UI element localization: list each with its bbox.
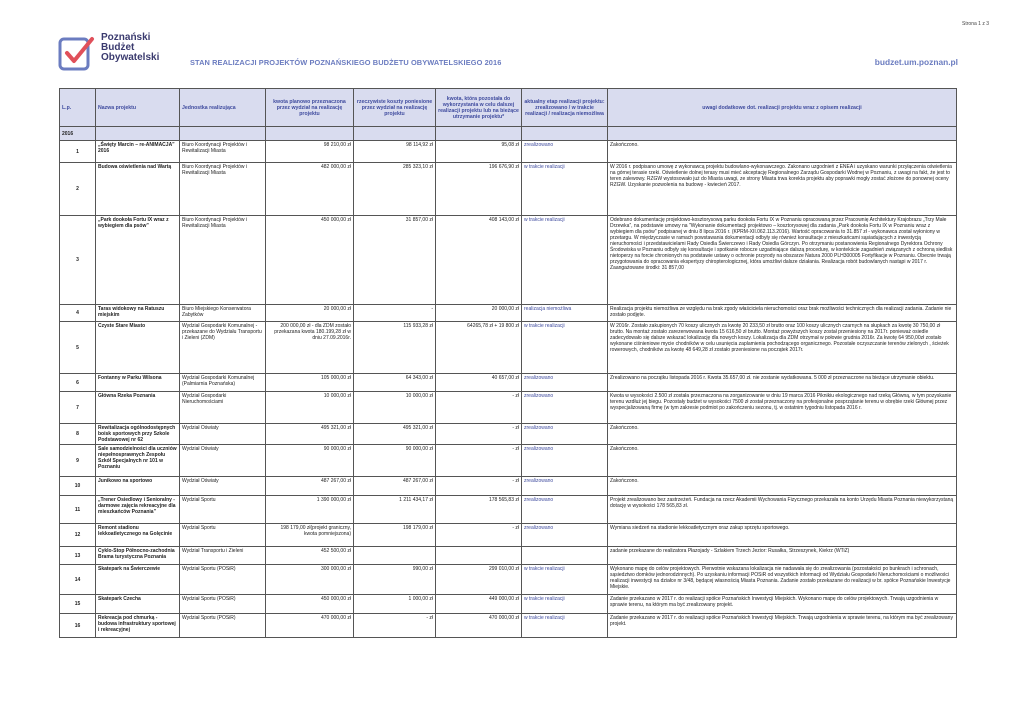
actual-cost: 115 933,28 zł [354,322,436,374]
notes: Zakończono. [608,141,957,163]
row-number: 1 [60,141,96,163]
implementing-unit: Wydział Oświaty [180,445,266,477]
project-name: Budowa oświetlenia nad Wartą [96,163,180,216]
notes: Zakończono. [608,477,957,496]
header-lp: L.p. [60,89,96,127]
planned-amount: 10 000,00 zł [266,392,354,424]
actual-cost: 285 323,10 zł [354,163,436,216]
header-unit: Jednostka realizująca [180,89,266,127]
planned-amount: 482 000,00 zł [266,163,354,216]
implementing-unit: Wydział Sportu [180,496,266,524]
table-row [60,477,957,496]
row-number: 7 [60,392,96,424]
stage-status: zrealizowano [522,496,608,524]
logo [58,33,168,79]
table-row [60,305,957,322]
header-name: Nazwa projektu [96,89,180,127]
project-name: „Trener Osiedlowy i Senioralny - darmowe zajęcia rekreacyjne dla mieszkańców Poznania” [96,496,180,524]
notes: Odebrano dokumentację projektowo-kosztorysową parku dookoła Fortu IX w Poznaniu opracowaną przez Pracownię Architektury Krajobrazu „Trzy Małe Drzewka”, na podstawie umowy na "Wykonanie dokumentacji projektowo – kosztorysowej dla zadania „Park dookoła Fortu IX w Poznaniu wraz z wybiegiem dla psów" podpisanej w dniu 8 lipca 2016 r. (KPRM-XII.062.113.2016). Wartość opracowania to 31.857 zł - wykonawca został wyłoniony w przetargu. W międzyczasie w ramach powstawania dokumentacji odbyły się również konsultacje z mieszkańcami sąsiadujących z inwestycją nieruchomości i przedstawicielami Rady Osiedla Świerczewo i Rady Osiedla Górczyn. Po otrzymaniu postanowienia Regionalnego Dyrektora Ochrony Środowiska w Poznaniu odbyły się konsultacje i spotkanie robocze uzgadniające dalszą procedurę, w kontekście zagadnień związanych z ochroną siedlisk nietoperzy na forcie chronionych na podstawie ustawy o ochronie przyrody na obszarze Natura 2000 PLH300005 Fortyfikacje w Poznaniu. Obecnie trwają przygotowania do opracowania ekspertyzy chiropterologicznej, która umożliwi dalsze działania. Realizacja robót budowlanych nastąpi w 2017 r. Zaangażowane środki: 31 857,00 [608,216,957,305]
header-actual: rzeczywiste koszty poniesione przez wydział na realizację projektu [354,89,436,127]
remaining-amount: - zł [436,524,522,547]
table-row [60,424,957,445]
notes: Zrealizowano na początku listopada 2016 r. Kwota 35.657,00 zł. nie zostanie wydatkowana. 5 000 zł przeznaczone na bieżące utrzymanie obiektu. [608,374,957,392]
actual-cost: 487 267,00 zł [354,477,436,496]
row-number: 14 [60,565,96,595]
notes: Zakończono. [608,424,957,445]
actual-cost: 495 321,00 zł [354,424,436,445]
table-row [60,392,957,424]
implementing-unit: Wydział Gospodarki Komunalnej (Palmiarnia Poznańska) [180,374,266,392]
actual-cost [354,547,436,565]
row-number: 8 [60,424,96,445]
notes: Zadanie przekazano w 2017 r. do realizacji spółce Poznańskich Inwestycji Miejskich. Wykonano mapę do celów projektowych. Trwają uzgodnienia w sprawie terenu, na którym ma być zrealizowany projekt. [608,595,957,614]
stage-status: zrealizowano [522,424,608,445]
notes: Zakończono. [608,445,957,477]
stage-status: zrealizowano [522,445,608,477]
logo-line-2: Budżet [101,42,135,53]
row-number: 5 [60,322,96,374]
remaining-amount: 408 143,00 zł [436,216,522,305]
notes: Realizacja projektu niemożliwa ze względu na brak zgody właściciela nieruchomości oraz brak możliwości technicznych dla realizacji zadania. Zadanie nie zostało podjęte. [608,305,957,322]
implementing-unit: Biuro Miejskiego Konserwatora Zabytków [180,305,266,322]
notes: Kwota w wysokości 2.500 zł została przeznaczona na zorganizowanie w dniu 19 marca 2016 Piknikiu ekologicznego nad rzeką Główną, w tym pozyskanie terenu wzdłuż jej biegu. Pozostały budżet w wysokości 7500 zł został przeznaczony na profesjonalne posprzątanie terenu w obrębie rzeki Głównej przez wyspecjalizowaną firmę (w tym zakresie podmiot po zakończeniu sezonu, tj. w ostatnim tygodniu listopada 2016 r. [608,392,957,424]
planned-amount: 1 390 000,00 zł [266,496,354,524]
row-number: 12 [60,524,96,547]
row-number: 11 [60,496,96,524]
project-name: Remont stadionu lekkoatletycznego na Golęcinie [96,524,180,547]
table-row [60,163,957,216]
project-name: Skatepark Czecha [96,595,180,614]
table-row [60,445,957,477]
remaining-amount: - zł [436,424,522,445]
planned-amount: 300 000,00 zł [266,565,354,595]
year-row [60,127,957,141]
remaining-amount [436,547,522,565]
implementing-unit: Wydział Gospodarki Nieruchomościami [180,392,266,424]
row-number: 16 [60,614,96,638]
stage-status: w trakcie realizacji [522,322,608,374]
planned-amount: 495 321,00 zł [266,424,354,445]
planned-amount: 98 210,00 zł [266,141,354,163]
actual-cost: 90 000,00 zł [354,445,436,477]
stage-status: w trakcie realizacji [522,595,608,614]
actual-cost: - zł [354,614,436,638]
header-stage: aktualny etap realizacji projektu: zrealizowano / w trakcie realizacji / realizacja niemożliwa [522,89,608,127]
project-name: „Święty Marcin – re-ANIMACJA” 2016 [96,141,180,163]
table-row [60,595,957,614]
row-number: 3 [60,216,96,305]
actual-cost: 198 179,00 zł [354,524,436,547]
actual-cost: 64 343,00 zł [354,374,436,392]
table-row [60,322,957,374]
implementing-unit: Wydział Sportu [180,524,266,547]
planned-amount: 105 000,00 zł [266,374,354,392]
planned-amount: 470 000,00 zł [266,614,354,638]
stage-status: zrealizowano [522,524,608,547]
remaining-amount: 40 657,00 zł [436,374,522,392]
actual-cost: 31 857,00 zł [354,216,436,305]
planned-amount: 450 000,00 zł [266,595,354,614]
planned-amount: 450 000,00 zł [266,216,354,305]
logo-check-icon [58,35,96,73]
actual-cost: - [354,305,436,322]
header-notes: uwagi dodatkowe dot. realizacji projektu wraz z opisem realizacji [608,89,957,127]
table-row [60,216,957,305]
document-title: STAN REALIZACJI PROJEKTÓW POZNAŃSKIEGO BUDŻETU OBYWATELSKIEGO 2016 [190,58,502,67]
notes: Projekt zrealizowano bez zastrzeżeń. Fundacja na rzecz Akademii Wychowania Fizycznego przekazała na konto Urzędu Miasta Poznania niewykorzystaną dotację w wysokości 178 565,83 zł. [608,496,957,524]
notes: Wymiana siedzeń na stadionie lekkoatletycznym oraz zakup sprzętu sportowego. [608,524,957,547]
remaining-amount: 64265,78 zł + 19 800 zł [436,322,522,374]
remaining-amount: 470 000,00 zł [436,614,522,638]
row-number: 2 [60,163,96,216]
project-name: Rekreacja pod chmurką - budowa infrastruktury sportowej i rekreacyjnej [96,614,180,638]
planned-amount: 487 267,00 zł [266,477,354,496]
row-number: 13 [60,547,96,565]
table-row [60,524,957,547]
stage-status: w trakcie realizacji [522,163,608,216]
implementing-unit: Wydział Gospodarki Komunalnej - przekazane do Wydziału Transportu i Zieleni (ZDM) [180,322,266,374]
stage-status: w trakcie realizacji [522,614,608,638]
stage-status: w trakcie realizacji [522,216,608,305]
planned-amount: 452 500,00 zł [266,547,354,565]
remaining-amount: - zł [436,477,522,496]
stage-status: w trakcie realizacji [522,565,608,595]
stage-status: zrealizowano [522,141,608,163]
project-name: Rewitalizacja ogólnodostępnych boisk sportowych przy Szkole Podstawowej nr 62 [96,424,180,445]
implementing-unit: Wydział Oświaty [180,477,266,496]
planned-amount: 198 179,00 zł(projekt graniczny, kwota pomniejszona) [266,524,354,547]
notes: zadanie przekazane do realizatora Płazojady - Szlakiem Trzech Jezior: Rusałka, Strzeszynek, Kiekrz (WTiZ) [608,547,957,565]
remaining-amount: 95,08 zł [436,141,522,163]
website-link[interactable]: budzet.um.poznan.pl [874,57,958,67]
stage-status: zrealizowano [522,374,608,392]
table-row [60,141,957,163]
remaining-amount: - zł [436,445,522,477]
stage-status: zrealizowano [522,477,608,496]
remaining-amount: 299 010,00 zł [436,565,522,595]
notes: Wykonano mapę do celów projektowych. Pierwotnie wskazana lokalizacja nie nadawała się do zrealizowania (pozostałości po bunkrach i schronach, sąsiedztwo domków jednorodzinnych). Po uzyskaniu informacji POSiR od wszystkich informacji od Wydziału Gospodarki Nieruchomościami o możliwości realizacji inwestycji na działce nr 3/48, będącej własnością Miasta Poznania. Zadanie zostało przekazane do realizacji w br. spółce Poznańskie Inwestycje Miejskie. [608,565,957,595]
table-row [60,374,957,392]
project-name: Główna Rzeka Poznania [96,392,180,424]
actual-cost: 98 114,92 zł [354,141,436,163]
implementing-unit: Wydział Sportu (POSiR) [180,614,266,638]
actual-cost: 10 000,00 zł [354,392,436,424]
planned-amount: 90 000,00 zł [266,445,354,477]
page-number: Strona 1 z 3 [962,21,989,27]
project-name: „Park dookoła Fortu IX wraz z wybiegiem dla psów” [96,216,180,305]
planned-amount: 20 000,00 zł [266,305,354,322]
project-name: Junikowo na sportowo [96,477,180,496]
row-number: 10 [60,477,96,496]
projects-table [59,88,957,638]
implementing-unit: Wydział Oświaty [180,424,266,445]
planned-amount: 200 000,00 zł - dla ZDM zostało przekazana kwota 180.199,28 zł w dniu 27.09.2016r. [266,322,354,374]
row-number: 15 [60,595,96,614]
stage-status [522,547,608,565]
row-number: 6 [60,374,96,392]
project-name: Cyklo-Stop Północno-zachodnia Brama turystyczna Poznania [96,547,180,565]
implementing-unit: Wydział Sportu (POSiR) [180,565,266,595]
project-name: Skatepark na Świerczewie [96,565,180,595]
project-name: Taras widokowy na Ratuszu miejskim [96,305,180,322]
remaining-amount: - zł [436,392,522,424]
logo-line-1: Poznański [101,32,151,43]
table-header-row [60,89,957,127]
actual-cost: 1 211 434,17 zł [354,496,436,524]
table-row [60,496,957,524]
project-name: Fontanny w Parku Wilsona [96,374,180,392]
project-name: Sale samodzielności dla uczniów niepełnosprawnych Zespołu Szkół Specjalnych nr 101 w Poznaniu [96,445,180,477]
row-number: 4 [60,305,96,322]
remaining-amount: 449 000,00 zł [436,595,522,614]
implementing-unit: Wydział Transportu i Zieleni [180,547,266,565]
actual-cost: 1 000,00 zł [354,595,436,614]
implementing-unit: Biuro Koordynacji Projektów i Rewitalizacji Miasta [180,216,266,305]
remaining-amount: 178 565,83 zł [436,496,522,524]
implementing-unit: Biuro Koordynacji Projektów i Rewitalizacji Miasta [180,141,266,163]
header-remaining: kwota, która pozostała do wykorzystania w celu dalszej realizacji projektu lub na bieżące utrzymanie projektu* [436,89,522,127]
stage-status: realizacja niemożliwa [522,305,608,322]
logo-line-3: Obywatelski [101,52,160,63]
implementing-unit: Biuro Koordynacji Projektów i Rewitalizacji Miasta [180,163,266,216]
header-planned: kwota planowo przeznaczona przez wydział na realizację projektu [266,89,354,127]
implementing-unit: Wydział Sportu (POSiR) [180,595,266,614]
project-name: Czyste Stare Miasto [96,322,180,374]
logo-text [101,33,159,63]
remaining-amount: 20 000,00 zł [436,305,522,322]
remaining-amount: 196 676,90 zł [436,163,522,216]
year-cell: 2016 [60,127,96,141]
table-row [60,565,957,595]
actual-cost: 990,00 zł [354,565,436,595]
notes: W 2016 r. podpisano umowę z wykonawcą projektu budowlano-wykonawczego. Zakonano uzgodnień z ENEA i uzyskano warunki przyłączenia oświetlenia na górnej terasie rzeki. Oświetlenie dolnej terasy musi mieć akceptację Regionalnego Zarządu Gospodarki Wodnej w Poznaniu, z uwagi na fakt, że jest to teren zalewowy. RZGW wystosowało już do Miasta uwagi, ze strony Miasta trwa korekta projektu aby poprawki mogły zostać złożone do ponownej oceny RZGW. Uzyskanie pozwolenia na budowę - kwiecień 2017. [608,163,957,216]
notes: Zadanie przekazano w 2017 r. do realizacji spółce Poznańskich Inwestycji Miejskich. Trwają uzgodnienia w sprawie terenu, na którym ma być zrealizowany projekt. [608,614,957,638]
stage-status: zrealizowano [522,392,608,424]
table-row [60,547,957,565]
notes: W 2016r. Zostało zakupionych 70 koszy ulicznych za kwotę 20 233,50 zł brutto oraz 100 koszy ulicznych czarnych na słupkach za kwotę 30 750,00 zł brutto. Na montaż zostało zarezerwowana kwota 15 616,50 zł brutto. Montaż powyższych koszy został przeniesiony na 2017r. ponieważ osiedle zadecydowało się dalsze wskazać lokalizację dla nowych koszy. Lokalizacja dla ZDM otrzymał w połowie grudnia 2016r. Za kwotę 64 950,00zł zostało wykonane ciśnieniowe mycie chodników w celu usunięcia zaplamienia pochodzącego organicznego. Pozostałe oczyszczanie terenów zielonych , ścieżek rowerowych, chodników za kwotę 48 649,28 zł zostało przeniesione na początek 2017r. [608,322,957,374]
row-number: 9 [60,445,96,477]
table-row [60,614,957,638]
